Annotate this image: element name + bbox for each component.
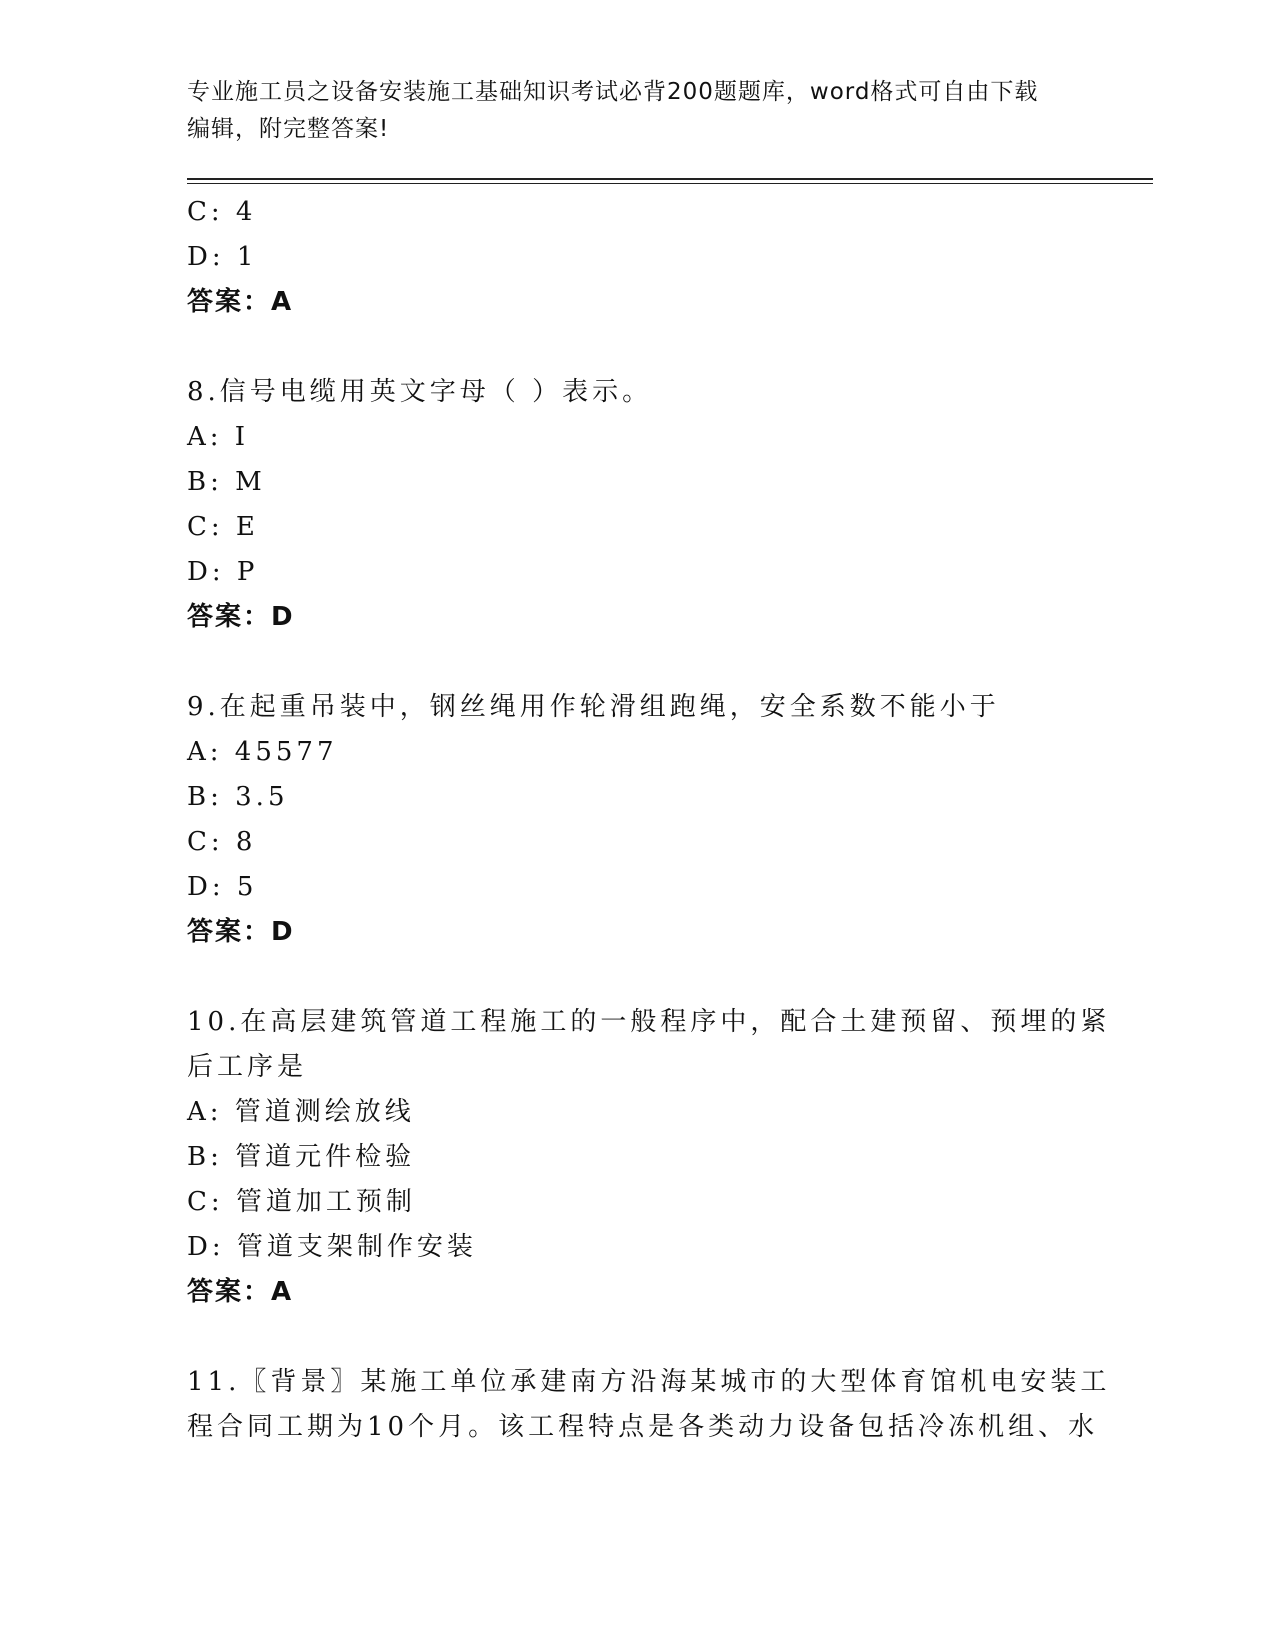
answer: 答案：D xyxy=(187,917,295,947)
option-c: C: E xyxy=(187,512,259,542)
option-a: A: I xyxy=(187,422,250,452)
option-c: C: 4 xyxy=(187,197,257,227)
option-a: A: 管道测绘放线 xyxy=(187,1097,415,1127)
option-b: B: 3.5 xyxy=(187,782,289,812)
header-divider-thin xyxy=(187,183,1153,184)
question-stem-line-1: 10.在高层建筑管道工程施工的一般程序中，配合土建预留、预埋的紧 xyxy=(187,1007,1111,1037)
answer: 答案：A xyxy=(187,1277,294,1307)
question-stem: 8.信号电缆用英文字母（ ）表示。 xyxy=(187,377,653,407)
option-c: C: 8 xyxy=(187,827,257,857)
question-7 xyxy=(187,190,1087,325)
spacer xyxy=(187,1315,1087,1360)
spacer xyxy=(187,955,1087,1000)
option-b: B: 管道元件检验 xyxy=(187,1142,416,1172)
option-d: D: 5 xyxy=(187,872,258,902)
option-d: D: P xyxy=(187,557,259,587)
question-8 xyxy=(187,370,1087,640)
option-c: C: 管道加工预制 xyxy=(187,1187,416,1217)
header-title-line-2: 编辑，附完整答案! xyxy=(187,116,390,142)
option-a: A: 45577 xyxy=(187,737,338,767)
question-stem-line-2: 后工序是 xyxy=(187,1052,308,1082)
question-10 xyxy=(187,1000,1111,1315)
question-11 xyxy=(187,1360,1111,1450)
question-stem: 9.在起重吊装中，钢丝绳用作轮滑组跑绳，安全系数不能小于 xyxy=(187,692,1000,722)
spacer xyxy=(187,325,1087,370)
question-stem-line-2: 程合同工期为10个月。该工程特点是各类动力设备包括冷冻机组、水 xyxy=(187,1412,1099,1442)
header-title-line-1: 专业施工员之设备安装施工基础知识考试必背200题题库，word格式可自由下载 xyxy=(187,79,1039,105)
spacer xyxy=(187,640,1087,685)
header-divider-thick xyxy=(187,178,1153,180)
answer: 答案：A xyxy=(187,287,294,317)
option-b: B: M xyxy=(187,467,266,497)
document-header xyxy=(187,74,1067,148)
answer: 答案：D xyxy=(187,602,295,632)
option-d: D: 1 xyxy=(187,242,258,272)
question-stem-line-1: 11.〖背景〗某施工单位承建南方沿海某城市的大型体育馆机电安装工 xyxy=(187,1367,1111,1397)
question-9 xyxy=(187,685,1087,955)
option-d: D: 管道支架制作安装 xyxy=(187,1232,477,1262)
question-list xyxy=(187,190,1111,1450)
